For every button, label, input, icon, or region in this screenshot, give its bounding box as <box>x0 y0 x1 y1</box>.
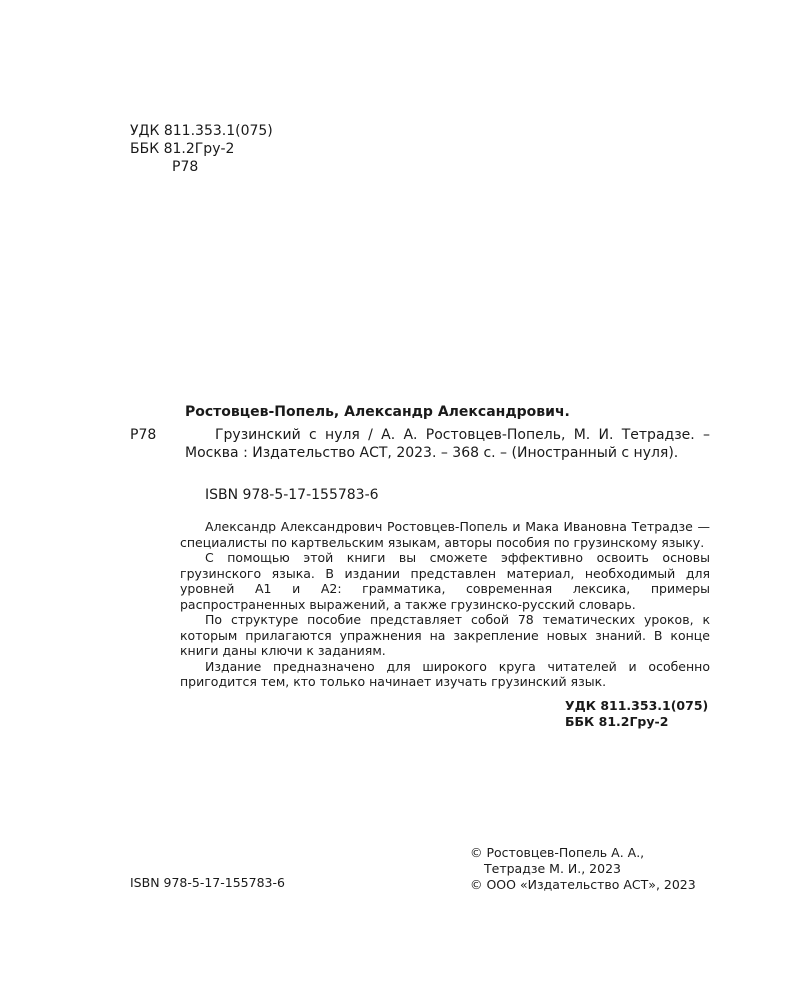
copyright-block <box>470 845 696 893</box>
annotation <box>180 519 710 690</box>
udk-code-right: УДК 811.353.1(075) <box>565 698 709 713</box>
annotation-paragraph: По структуре пособие представляет собой 78 тематических уроков, к которым прилагаются упражнения на закрепление новых знаний. В конце книги даны ключи к заданиям. <box>180 612 710 658</box>
description-text: Грузинский с нуля / А. А. Ростовцев-Попель, М. И. Тетрадзе. – Москва : Издательство АСТ, 2023. – 368 с. – (Иностранный с нуля). <box>185 427 710 461</box>
classification-block <box>130 122 273 176</box>
author-heading: Ростовцев-Попель, Александр Александрович. <box>185 404 570 420</box>
bbk-code-right: ББК 81.2Гру-2 <box>565 714 669 729</box>
udk-code: УДК 811.353.1(075) <box>130 123 273 139</box>
copyright-authors: © Ростовцев-Попель А. А., <box>470 845 645 860</box>
copyright-authors-cont: Тетрадзе М. И., 2023 <box>484 861 621 876</box>
copyright-publisher: © ООО «Издательство АСТ», 2023 <box>470 877 696 892</box>
annotation-paragraph: Александр Александрович Ростовцев-Попель и Мака Ивановна Тетрадзе — специалисты по картвельским языкам, авторы пособия по грузинскому языку. <box>180 519 710 550</box>
bibliographic-description <box>185 426 710 462</box>
bibliographic-code: Р78 <box>130 427 157 443</box>
codes-right <box>565 698 708 730</box>
isbn-main: ISBN 978-5-17-155783-6 <box>205 487 379 503</box>
author-mark: Р78 <box>172 159 199 175</box>
bbk-code: ББК 81.2Гру-2 <box>130 141 235 157</box>
isbn-footer: ISBN 978-5-17-155783-6 <box>130 875 285 890</box>
annotation-paragraph: С помощью этой книги вы сможете эффективно освоить основы грузинского языка. В издании представлен материал, необходимый для уровней А1 и А2: грамматика, современная лексика, примеры распространенных выражений, а также грузинско-русский словарь. <box>180 550 710 612</box>
annotation-paragraph: Издание предназначено для широкого круга читателей и особенно пригодится тем, кто только начинает изучать грузинский язык. <box>180 658 710 689</box>
